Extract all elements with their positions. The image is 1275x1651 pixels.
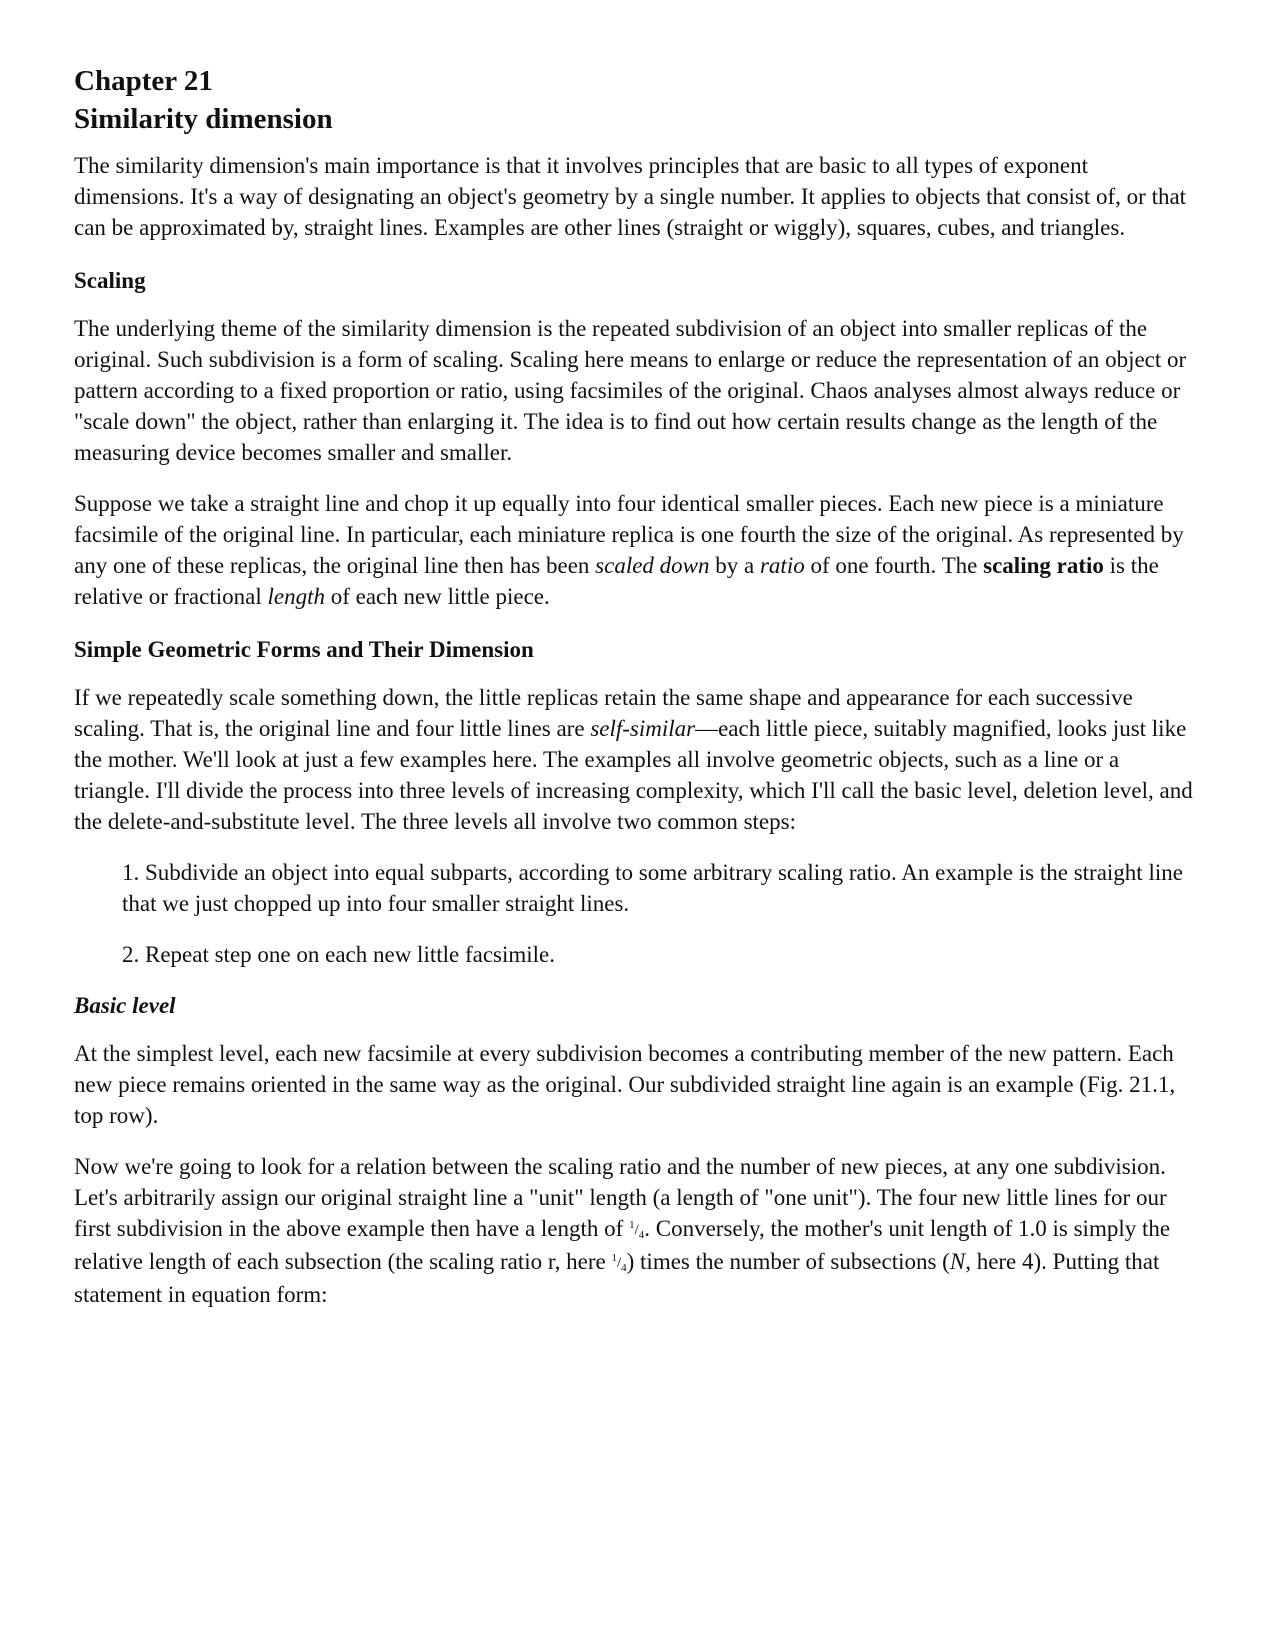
- emphasis-scaled-down: scaled down: [595, 553, 710, 578]
- section-heading-scaling: Scaling: [74, 268, 146, 293]
- intro-paragraph: The similarity dimension's main importance is that it involves principles that are basic to all types of exponent dimensions. It's a way of designating an object's geometry by a single number. It applies to objects that consist of, or that can be approximated by, straight lines. Examples are other lines (straight or wiggly), squares, cubes, and triangles.: [74, 153, 1187, 240]
- steps-list: [74, 857, 1199, 970]
- variable-n: N: [949, 1248, 966, 1274]
- scaling-paragraph-1: The underlying theme of the similarity dimension is the repeated subdivision of an object into smaller replicas of the original. Such subdivision is a form of scaling. Scaling here means to enlarge or reduce the representation of an object or pattern according to a fixed proportion or ratio, using facsimiles of the original. Chaos analyses almost always reduce or "scale down" the object, rather than enlarging it. The idea is to find out how certain results change as the length of the measuring device becomes smaller and smaller.: [74, 316, 1187, 465]
- basic-paragraph-2: Now we're going to look for a relation between the scaling ratio and the number of new pieces, at any one subdivision. Let's arbitrarily assign our original straight line a "unit" length (a length of "one unit"). The four new little lines for our first subdivision in the above example then have a length of $^1/_4$. Conversely, the mother's unit length of 1.0 is simply the relative length of each subsection (the scaling ratio r, here $^1/_4$) times the number of subsections (N, here 4). Putting that statement in equation form:: [74, 1154, 1171, 1307]
- chapter-number: Chapter 21: [74, 65, 213, 97]
- term-scaling-ratio: scaling ratio: [983, 553, 1104, 578]
- basic-paragraph-1: At the simplest level, each new facsimile at every subdivision becomes a contributing member of the new pattern. Each new piece remains oriented in the same way as the original. Our subdivided straight line again is an example (Fig. 21.1, top row).: [74, 1041, 1176, 1128]
- forms-paragraph-1: If we repeatedly scale something down, the little replicas retain the same shape and appearance for each successive scaling. That is, the original line and four little lines are self-similar—each little piece, suitably magnified, looks just like the mother. We'll look at just a few examples here. The examples all involve geometric objects, such as a line or a triangle. I'll divide the process into three levels of increasing complexity, which I'll call the basic level, deletion level, and the delete-and-substitute level. The three levels all involve two common steps:: [74, 685, 1193, 834]
- emphasis-ratio: ratio: [759, 553, 805, 578]
- section-heading-geometric-forms: Simple Geometric Forms and Their Dimension: [74, 637, 534, 662]
- document-page: [74, 62, 1199, 1330]
- scaling-paragraph-2: Suppose we take a straight line and chop it up equally into four identical smaller pieces. Each new piece is a miniature facsimile of the original line. In particular, each miniature replica is one fourth the size of the original. As represented by any one of these replicas, the original line then has been scaled down by a ratio of one fourth. The scaling ratio is the relative or fractional length of each new little piece.: [74, 491, 1184, 609]
- fraction-one-fourth: $^1/_4$: [629, 1218, 645, 1241]
- chapter-title: Similarity dimension: [74, 103, 333, 135]
- subsection-heading-basic-level: Basic level: [74, 993, 176, 1018]
- fraction-one-fourth: $^1/_4$: [611, 1251, 627, 1274]
- chapter-heading: [74, 62, 1199, 138]
- emphasis-length: length: [267, 584, 325, 609]
- emphasis-self-similar: self-similar: [590, 716, 696, 741]
- list-item: 1. Subdivide an object into equal subparts, according to some arbitrary scaling ratio. An example is the straight line that we just chopped up into four smaller straight lines.: [122, 860, 1183, 916]
- list-item: 2. Repeat step one on each new little facsimile.: [122, 942, 556, 967]
